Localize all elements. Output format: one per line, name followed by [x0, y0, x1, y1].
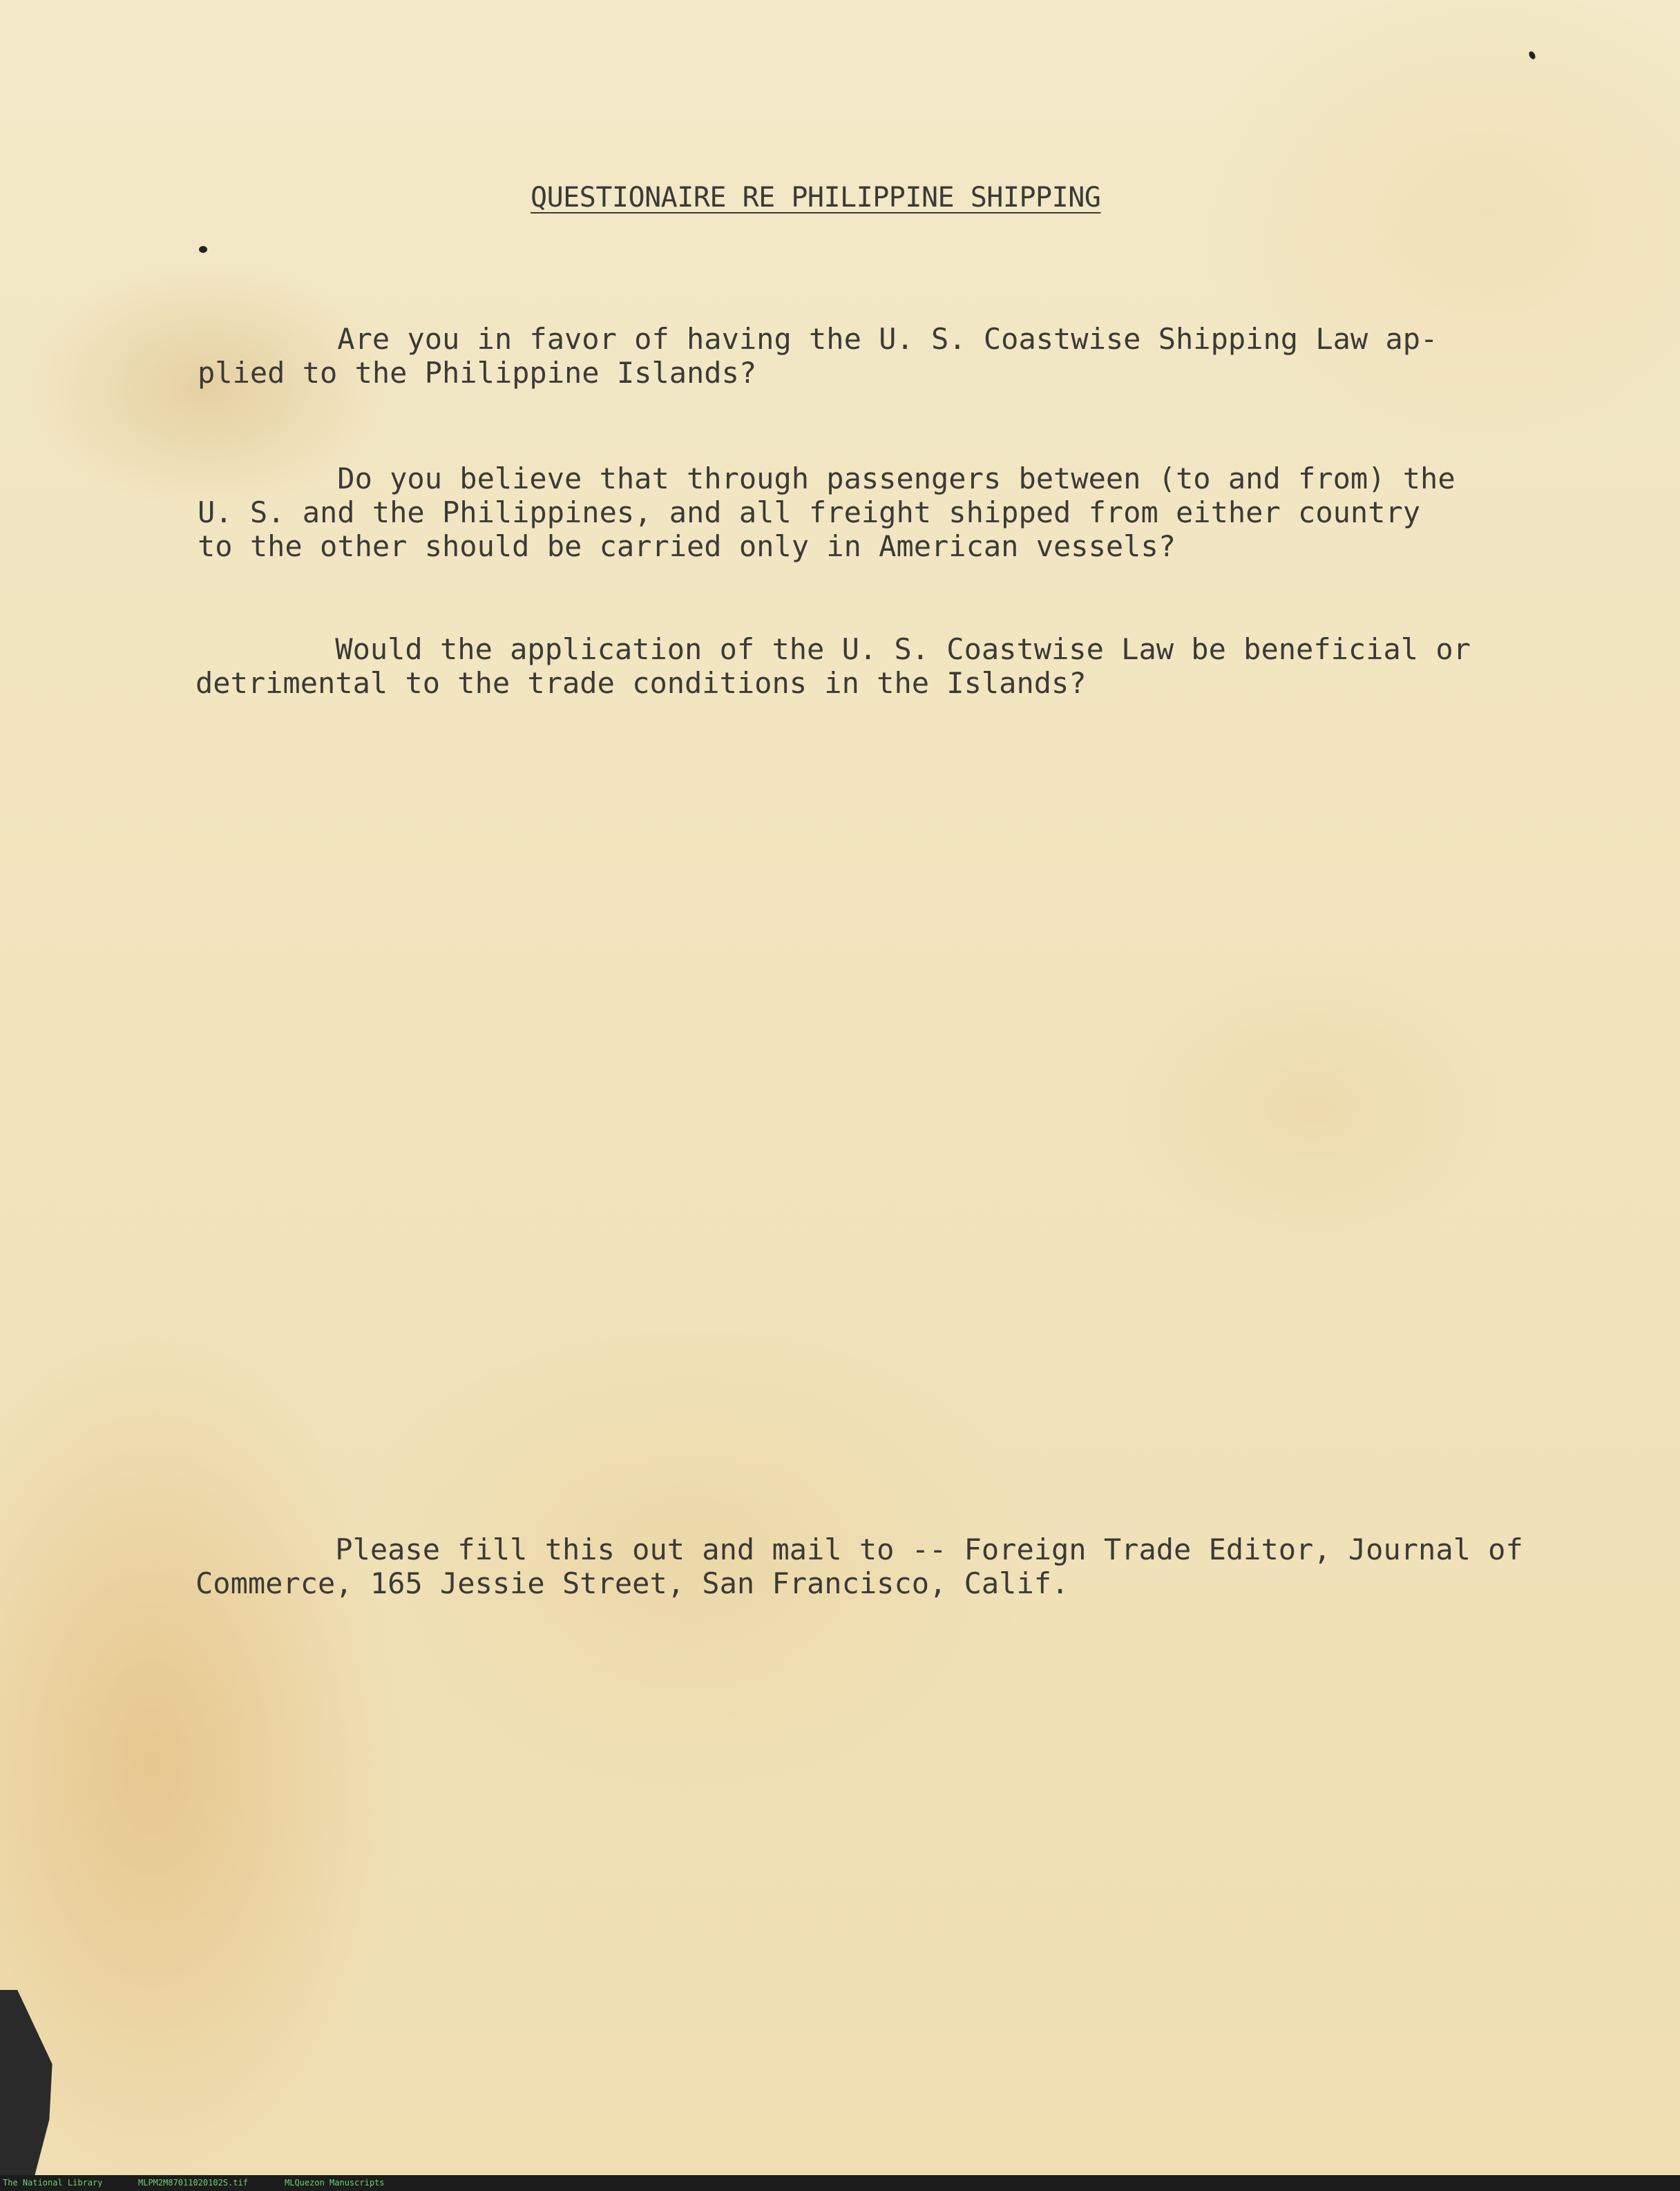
scan-source-label: The National Library — [3, 2178, 103, 2188]
mailing-instruction: Please fill this out and mail to -- Foreign Trade Editor, Journal of Commerce, 165 Jessie Street, San Francisco, Calif. — [195, 1533, 1523, 1600]
document-title: QUESTIONAIRE RE PHILIPPINE SHIPPING — [531, 182, 1101, 214]
question-3: Would the application of the U. S. Coastwise Law be beneficial or detrimental to the trade conditions in the Islands? — [195, 632, 1471, 700]
question-1: Are you in favor of having the U. S. Coastwise Shipping Law ap- plied to the Philippine Islands? — [198, 322, 1438, 390]
ink-speck — [199, 246, 207, 253]
ink-speck — [1528, 50, 1537, 60]
scan-info-bar — [0, 2175, 1680, 2191]
torn-page-edge — [0, 1990, 58, 2175]
question-2: Do you believe that through passengers between (to and from) the U. S. and the Philippines, and all freight shipped from either country to the other should be carried only in American vessels? — [198, 462, 1455, 563]
scan-file-label: MLPM2M87011020102S.tif — [138, 2178, 248, 2188]
scan-collection-label: MLQuezon Manuscripts — [285, 2178, 385, 2188]
